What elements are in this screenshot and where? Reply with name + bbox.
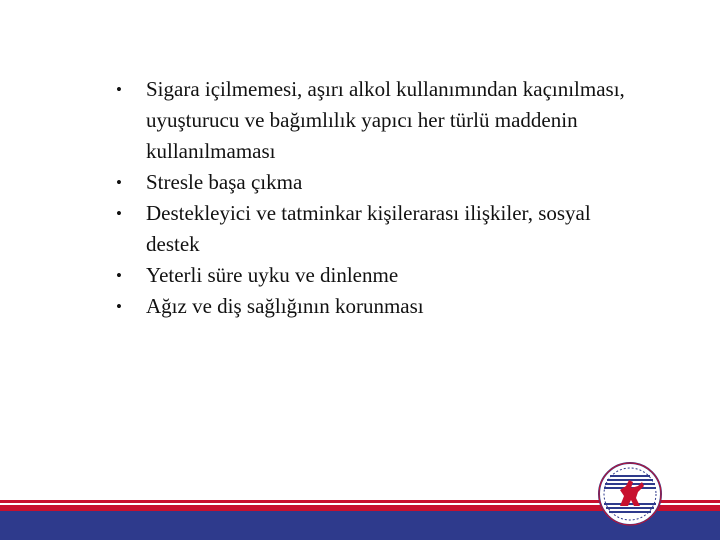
bullet-text: Ağız ve diş sağlığının korunması — [146, 294, 424, 318]
bullet-item — [112, 198, 632, 260]
bullet-icon: • — [116, 204, 122, 223]
bullet-icon: • — [116, 80, 122, 99]
bullet-item — [112, 74, 632, 167]
bullet-text: Destekleyici ve tatminkar kişilerarası ilişkiler, sosyal destek — [146, 201, 591, 256]
bullet-item — [112, 291, 632, 322]
bullet-list — [112, 74, 632, 322]
bullet-item — [112, 167, 632, 198]
bullet-item — [112, 260, 632, 291]
bullet-icon: • — [116, 266, 122, 285]
bullet-text: Sigara içilmemesi, aşırı alkol kullanımından kaçınılması, uyuşturucu ve bağımlılık yapıcı her türlü maddenin kullanılmaması — [146, 77, 625, 163]
bullet-text: Yeterli süre uyku ve dinlenme — [146, 263, 399, 287]
bullet-icon: • — [116, 173, 122, 192]
university-seal-icon — [598, 462, 662, 526]
bullet-icon: • — [116, 297, 122, 316]
bullet-text: Stresle başa çıkma — [146, 170, 303, 194]
